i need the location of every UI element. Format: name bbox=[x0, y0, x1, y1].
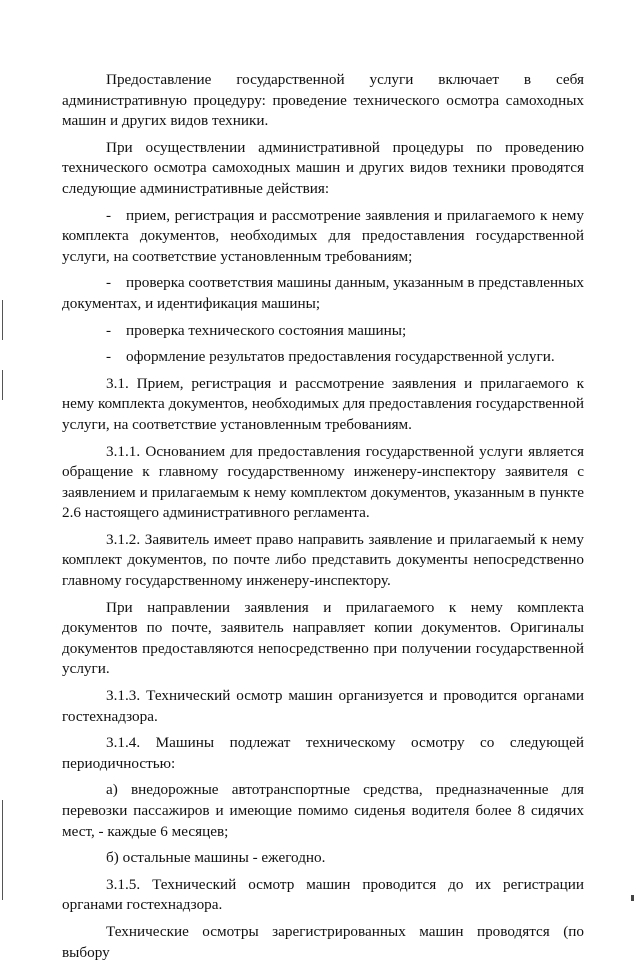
paragraph: 3.1.2. Заявитель имеет право направить заявление и прилагаемый к нему комплект документов, по почте либо представить документы непосредственно главному государственному инженеру-инспектору. bbox=[62, 530, 584, 590]
list-item bbox=[62, 347, 584, 368]
scan-speck bbox=[631, 895, 634, 901]
list-item-text: прием, регистрация и рассмотрение заявления и прилагаемого к нему комплекта документов, необходимых для предоставления государственной услуги, на соответствие установленным требованиям; bbox=[62, 206, 584, 265]
scan-edge-line bbox=[2, 300, 3, 340]
paragraph: а) внедорожные автотранспортные средства, предназначенные для перевозки пассажиров и имеющие помимо сиденья водителя более 8 сидячих мест, - каждые 6 месяцев; bbox=[62, 781, 584, 840]
list-item-text: оформление результатов предоставления государственной услуги. bbox=[126, 348, 555, 366]
scan-edge-line bbox=[2, 800, 3, 900]
list-item bbox=[62, 321, 584, 342]
list-dash: - bbox=[106, 206, 112, 224]
list-dash: - bbox=[106, 321, 112, 339]
list-item bbox=[62, 273, 584, 314]
paragraph: При направлении заявления и прилагаемого к нему комплекта документов по почте, заявитель направляет копии документов. Оригиналы документов предоставляются непосредственно при получении государственной услуги. bbox=[62, 598, 584, 678]
list-dash: - bbox=[106, 348, 112, 366]
list-dash: - bbox=[106, 274, 112, 292]
list-item-text: проверка соответствия машины данным, указанным в представленных документах, и идентификация машины; bbox=[62, 274, 584, 312]
paragraph: б) остальные машины - ежегодно. bbox=[106, 849, 326, 867]
document-page bbox=[62, 70, 584, 963]
paragraph: 3.1. Прием, регистрация и рассмотрение заявления и прилагаемого к нему комплекта документов, необходимых для предоставления государственной услуги, на соответствие установленным требованиям. bbox=[62, 374, 584, 433]
paragraph: 3.1.5. Технический осмотр машин проводится до их регистрации органами гостехнадзора. bbox=[62, 875, 584, 914]
paragraph: Предоставление государственной услуги включает в себя административную процедуру: проведение технического осмотра самоходных машин и других видов техники. bbox=[62, 71, 584, 130]
paragraph: Технические осмотры зарегистрированных машин проводятся (по выбору bbox=[62, 922, 584, 961]
list-item bbox=[62, 206, 584, 268]
paragraph: 3.1.1. Основанием для предоставления государственной услуги является обращение к главному государственному инженеру-инспектору заявителя с заявлением и прилагаемым к нему комплектом документов, указанным в пункте 2.6 настоящего административного регламента. bbox=[62, 442, 584, 522]
paragraph: При осуществлении административной процедуры по проведению технического осмотра самоходных машин и других видов техники проводятся следующие административные действия: bbox=[62, 138, 584, 197]
scan-edge-line bbox=[2, 370, 3, 400]
paragraph: 3.1.3. Технический осмотр машин организуется и проводится органами гостехнадзора. bbox=[62, 687, 584, 725]
paragraph: 3.1.4. Машины подлежат техническому осмотру со следующей периодичностью: bbox=[62, 734, 584, 772]
list-item-text: проверка технического состояния машины; bbox=[126, 321, 407, 339]
